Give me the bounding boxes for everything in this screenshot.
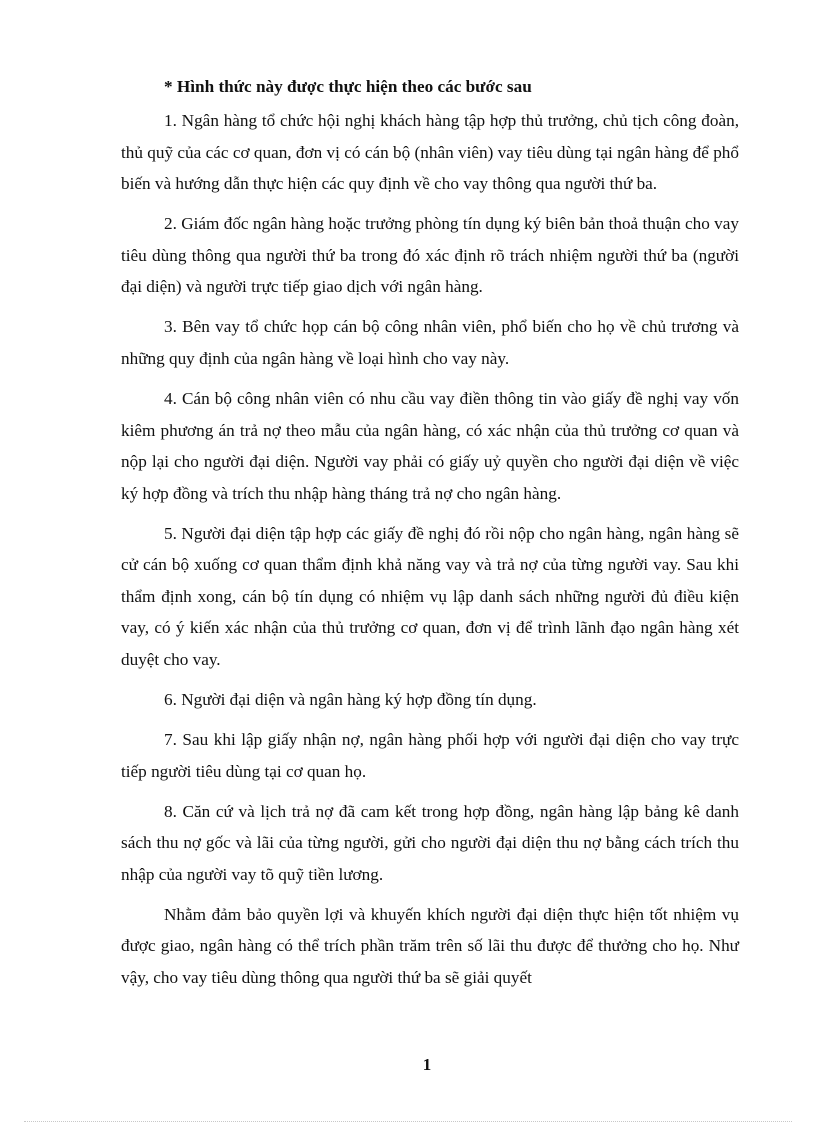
page-number: 1 [422,1055,432,1074]
paragraph-step-7: 7. Sau khi lập giấy nhận nợ, ngân hàng phối hợp với người đại diện cho vay trực tiếp người tiêu dùng tại cơ quan họ. [121,730,739,781]
paragraph-conclusion: Nhằm đảm bảo quyền lợi và khuyến khích người đại diện thực hiện tốt nhiệm vụ được giao, ngân hàng có thể trích phần trăm trên số lãi thu được để thưởng cho họ. Như vậy, cho vay tiêu dùng thông qua người thứ ba sẽ giải quyết [121,904,739,987]
paragraph-step-6: 6. Người đại diện và ngân hàng ký hợp đồng tín dụng. [164,690,537,710]
paragraph-step-8: 8. Căn cứ và lịch trả nợ đã cam kết trong hợp đồng, ngân hàng lập bảng kê danh sách thu nợ gốc và lãi của từng người, gửi cho người đại diện thu nợ bằng cách trích thu nhập của người vay tõ quỹ tiền lương. [121,801,739,884]
paragraph-step-5: 5. Người đại diện tập hợp các giấy đề nghị đó rồi nộp cho ngân hàng, ngân hàng sẽ cử cán bộ xuống cơ quan thẩm định khả năng vay và trả nợ của từng người vay. Sau khi thẩm định xong, cán bộ tín dụng có nhiệm vụ lập danh sách những người đủ điều kiện vay, có ý kiến xác nhận của thủ trưởng cơ quan, đơn vị để trình lãnh đạo ngân hàng xét duyệt cho vay. [121,523,739,670]
paragraph-step-3: 3. Bên vay tổ chức họp cán bộ công nhân viên, phổ biến cho họ về chủ trương và những quy định của ngân hàng về loại hình cho vay này. [121,317,739,368]
document-body [121,72,739,1000]
paragraph-step-1: 1. Ngân hàng tổ chức hội nghị khách hàng tập hợp thủ trưởng, chủ tịch công đoàn, thủ quỹ của các cơ quan, đơn vị có cán bộ (nhân viên) vay tiêu dùng tại ngân hàng để phổ biến và hướng dẫn thực hiện các quy định về cho vay thông qua người thứ ba. [121,111,739,194]
section-heading: * Hình thức này được thực hiện theo các bước sau [164,77,532,96]
page-bottom-divider [24,1121,792,1122]
paragraph-step-4: 4. Cán bộ công nhân viên có nhu cầu vay điền thông tin vào giấy đề nghị vay vốn kiêm phương án trả nợ theo mẫu của ngân hàng, có xác nhận của thủ trưởng cơ quan và nộp lại cho người đại diện. Người vay phải có giấy uỷ quyền cho người đại diện về việc ký hợp đồng và trích thu nhập hàng tháng trả nợ cho ngân hàng. [121,388,739,503]
paragraph-step-2: 2. Giám đốc ngân hàng hoặc trưởng phòng tín dụng ký biên bản thoả thuận cho vay tiêu dùng thông qua người thứ ba trong đó xác định rõ trách nhiệm người thứ ba (người đại diện) và người trực tiếp giao dịch với ngân hàng. [121,214,739,297]
